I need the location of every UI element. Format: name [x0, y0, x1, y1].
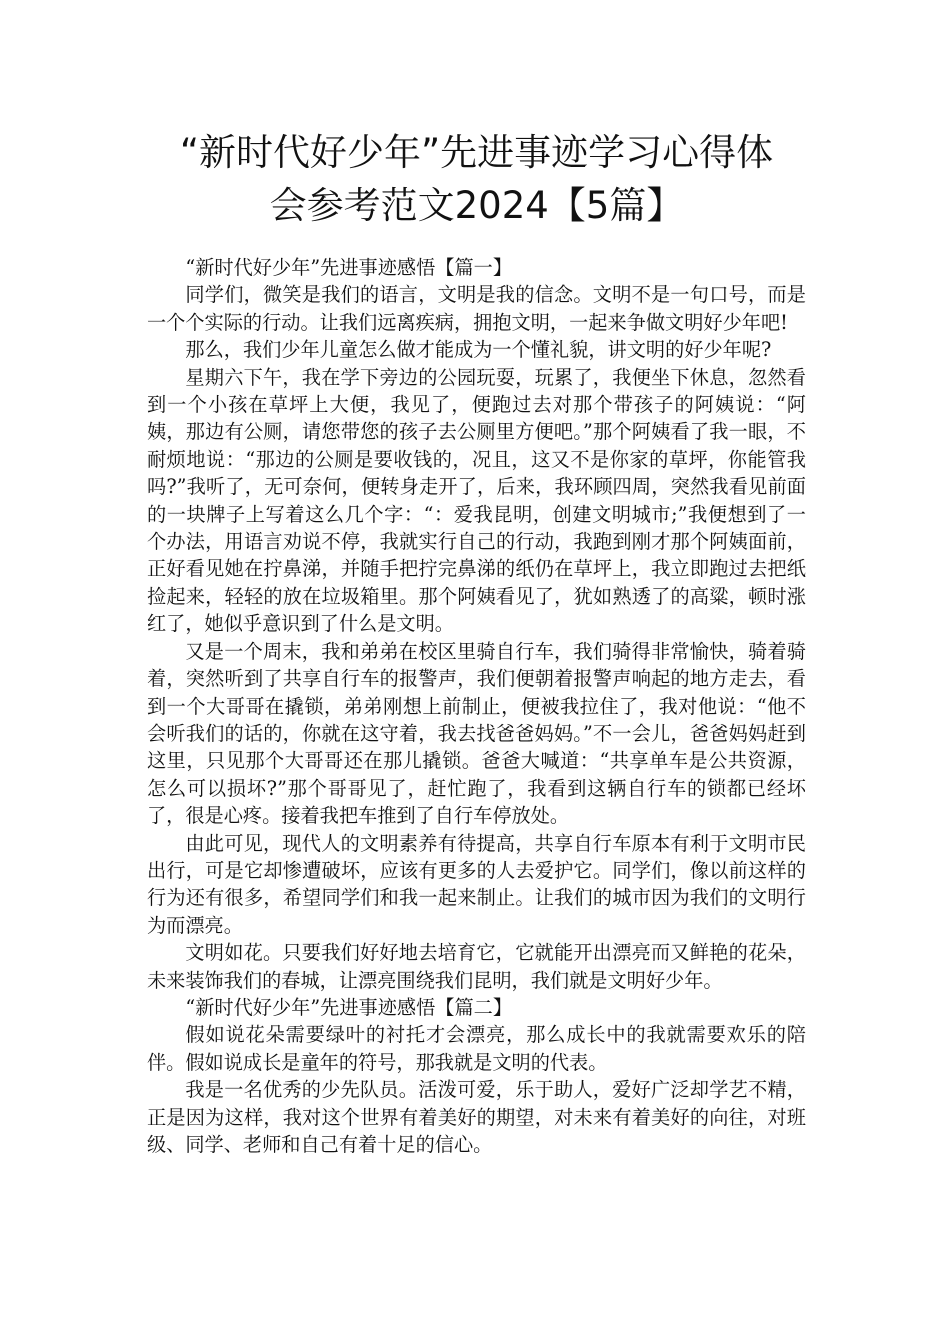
paragraph: 星期六下午，我在学下旁边的公园玩耍，玩累了，我便坐下休息，忽然看到一个小孩在草坪上大便，我见了，便跑过去对那个带孩子的阿姨说：“阿姨，那边有公厕，请您带您的孩子去公厕里方便吧。”那个阿姨看了我一眼，不耐烦地说：“那边的公厕是要收钱的，况且，这又不是你家的草坪，你能管我吗?”我听了，无可奈何，便转身走开了，后来，我环顾四周，突然我看见前面的一块牌子上写着这么几个字：“：爱我昆明，创建文明城市;”我便想到了一个办法，用语言劝说不停，我就实行自己的行动，我跑到刚才那个阿姨面前，正好看见她在拧鼻涕，并随手把拧完鼻涕的纸仍在草坪上，我立即跑过去把纸捡起来，轻轻的放在垃圾箱里。那个阿姨看见了，犹如熟透了的高粱，顿时涨红了，她似乎意识到了什么是文明。 [147, 365, 806, 636]
paragraph: 我是一名优秀的少先队员。活泼可爱，乐于助人，爱好广泛却学艺不精，正是因为这样，我对这个世界有着美好的期望，对未来有着美好的向往，对班级、同学、老师和自己有着十足的信心。 [147, 1078, 806, 1156]
paragraph: 文明如花。只要我们好好地去培育它，它就能开出漂亮而又鲜艳的花朵，未来装饰我们的春城，让漂亮围绕我们昆明，我们就是文明好少年。 [147, 941, 806, 992]
paragraph: 假如说花朵需要绿叶的衬托才会漂亮，那么成长中的我就需要欢乐的陪伴。假如说成长是童年的符号，那我就是文明的代表。 [147, 1023, 806, 1074]
section-heading-2: “新时代好少年”先进事迹感悟【篇二】 [185, 995, 513, 1019]
paragraph: 那么，我们少年儿童怎么做才能成为一个懂礼貌，讲文明的好少年呢? [185, 338, 772, 362]
paragraph: 同学们，微笑是我们的语言，文明是我的信念。文明不是一句口号，而是一个个实际的行动。让我们远离疾病，拥抱文明，一起来争做文明好少年吧! [147, 283, 806, 334]
paragraph: 又是一个周末，我和弟弟在校区里骑自行车，我们骑得非常愉快，骑着骑着，突然听到了共享自行车的报警声，我们便朝着报警声响起的地方走去，看到一个大哥哥在撬锁，弟弟刚想上前制止，便被我拉住了，我对他说：“他不会听我们的话的，你就在这守着，我去找爸爸妈妈。”不一会儿，爸爸妈妈赶到这里，只见那个大哥哥还在那儿撬锁。爸爸大喊道：“共享单车是公共资源，怎么可以损坏?”那个哥哥见了，赶忙跑了，我看到这辆自行车的锁都已经坏了，很是心疼。接着我把车推到了自行车停放处。 [147, 639, 806, 828]
document-body [147, 254, 806, 1158]
title-line-2: 会参考范文2024【5篇】 [269, 184, 684, 227]
document-title [147, 126, 806, 232]
title-line-1: “新时代好少年”先进事迹学习心得体 [179, 131, 774, 174]
section-heading-1: “新时代好少年”先进事迹感悟【篇一】 [185, 256, 513, 279]
paragraph: 由此可见，现代人的文明素养有待提高，共享自行车原本有利于文明市民出行，可是它却惨遭破坏，应该有更多的人去爱护它。同学们，像以前这样的行为还有很多，希望同学们和我一起来制止。让我们的城市因为我们的文明行为而漂亮。 [147, 831, 806, 937]
